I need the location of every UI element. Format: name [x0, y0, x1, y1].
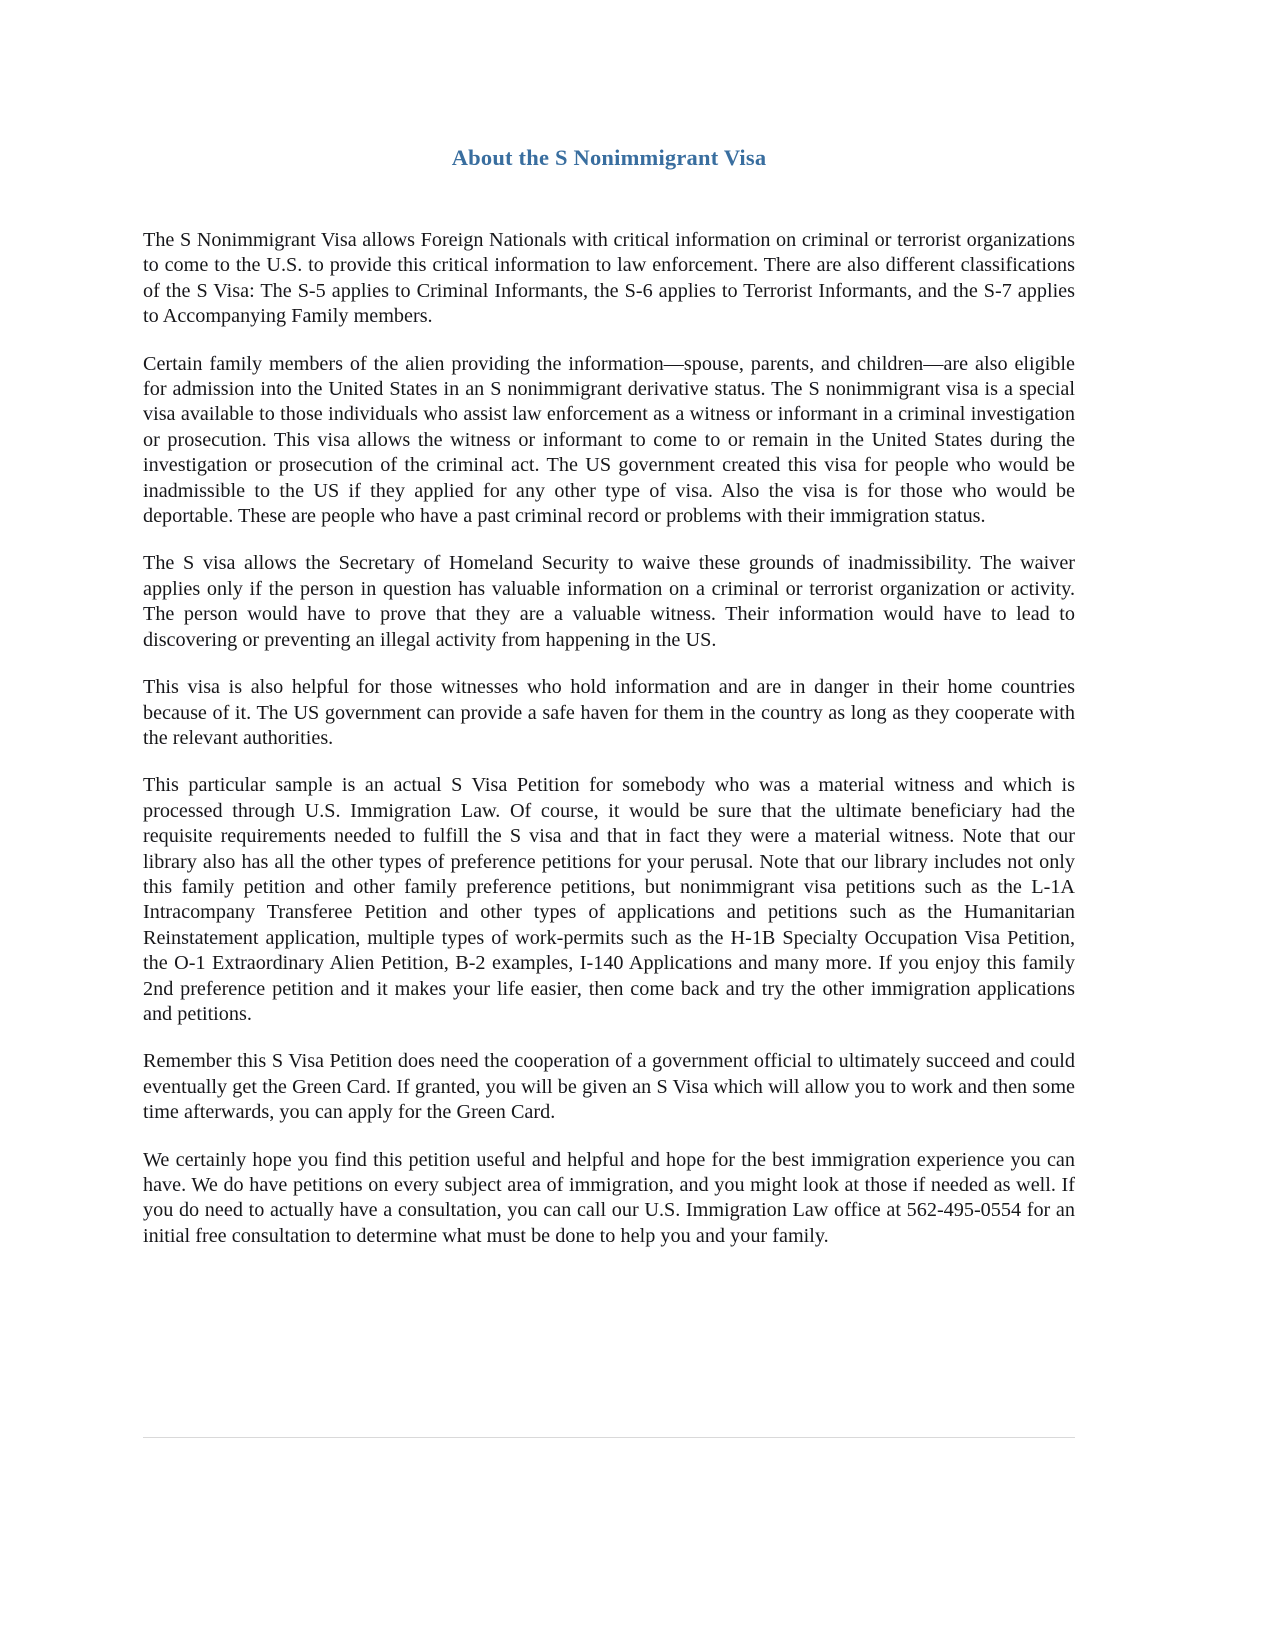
paragraph: We certainly hope you find this petition useful and helpful and hope for the best immigration experience you can have. We do have petitions on every subject area of immigration, and you might look at those if needed as well. If you do need to actually have a consultation, you can call our U.S. Immigration Law office at 562-495-0554 for an initial free consultation to determine what must be done to help you and your family. — [143, 1148, 1075, 1247]
paragraph: The S Nonimmigrant Visa allows Foreign Nationals with critical information on criminal or terrorist organizations to come to the U.S. to provide this critical information to law enforcement. There are also different classifications of the S Visa: The S-5 applies to Criminal Informants, the S-6 applies to Terrorist Informants, and the S-7 applies to Accompanying Family members. — [143, 229, 1075, 328]
page-title: About the S Nonimmigrant Visa — [451, 145, 767, 170]
footer-divider — [143, 1437, 1075, 1438]
paragraph: Certain family members of the alien providing the information—spouse, parents, and children—are also eligible for admission into the United States in an S nonimmigrant derivative status. The S nonimmigrant visa is a special visa available to those individuals who assist law enforcement as a witness or informant in a criminal investigation or prosecution. This visa allows the witness or informant to come to or remain in the United States during the investigation or prosecution of the criminal act. The US government created this visa for people who would be inadmissible to the US if they applied for any other type of visa. Also the visa is for those who would be deportable. These are people who have a past criminal record or problems with their immigration status. — [143, 352, 1075, 528]
document-body — [143, 228, 1075, 1249]
paragraph: Remember this S Visa Petition does need the cooperation of a government official to ultimately succeed and could eventually get the Green Card. If granted, you will be given an S Visa which will allow you to work and then some time afterwards, you can apply for the Green Card. — [143, 1050, 1075, 1124]
paragraph: This particular sample is an actual S Visa Petition for somebody who was a material witness and which is processed through U.S. Immigration Law. Of course, it would be sure that the ultimate beneficiary had the requisite requirements needed to fulfill the S visa and that in fact they were a material witness. Note that our library also has all the other types of preference petitions for your perusal. Note that our library includes not only this family petition and other family preference petitions, but nonimmigrant visa petitions such as the L-1A Intracompany Transferee Petition and other types of applications and petitions such as the Humanitarian Reinstatement application, multiple types of work-permits such as the H-1B Specialty Occupation Visa Petition, the O-1 Extraordinary Alien Petition, B-2 examples, I-140 Applications and many more. If you enjoy this family 2nd preference petition and it makes your life easier, then come back and try the other immigration applications and petitions. — [143, 774, 1075, 1025]
paragraph: This visa is also helpful for those witnesses who hold information and are in danger in their home countries because of it. The US government can provide a safe haven for them in the country as long as they cooperate with the relevant authorities. — [143, 676, 1075, 749]
paragraph: The S visa allows the Secretary of Homeland Security to waive these grounds of inadmissibility. The waiver applies only if the person in question has valuable information on a criminal or terrorist organization or activity. The person would have to prove that they are a valuable witness. Their information would have to lead to discovering or preventing an illegal activity from happening in the US. — [143, 552, 1075, 651]
